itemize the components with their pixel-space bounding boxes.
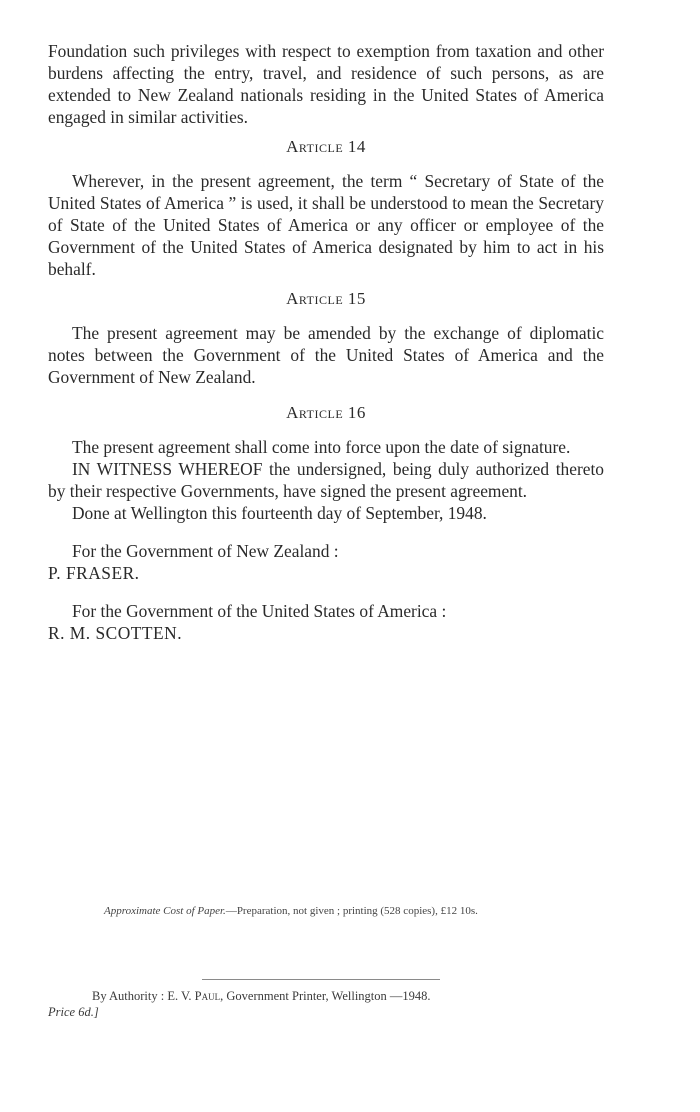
intro-paragraph: Foundation such privileges with respect to exemption from taxation and other burdens affecting the entry, travel, and residence of such persons, as are extended to New Zealand nationals residing in the United States of America engaged in similar activities. xyxy=(48,41,604,127)
authority-prefix: By Authority : xyxy=(92,989,165,1003)
authority-suffix: Government Printer, Wellington —1948. xyxy=(226,989,431,1003)
done-at-paragraph: Done at Wellington this fourteenth day of September, 1948. xyxy=(72,503,487,523)
footer-divider xyxy=(202,979,440,980)
nz-signature-name: P. FRASER. xyxy=(48,563,140,583)
nz-signature-label: For the Government of New Zealand : xyxy=(72,541,339,561)
authority-line xyxy=(92,988,612,1004)
article-14-heading: Article 14 xyxy=(286,137,366,156)
us-signature-label: For the Government of the United States of America : xyxy=(72,601,447,621)
article-15-paragraph: The present agreement may be amended by the exchange of diplomatic notes between the Government of the United States of America and the Government of New Zealand. xyxy=(48,323,604,387)
cost-text: —Preparation, not given ; printing (528 copies), £12 10s. xyxy=(225,905,478,917)
printer-name: E. V. Paul, xyxy=(167,989,224,1003)
cost-note xyxy=(104,904,604,918)
article-16-paragraph-1: The present agreement shall come into force upon the date of signature. xyxy=(72,437,571,457)
document-body xyxy=(48,40,604,644)
article-15-heading: Article 15 xyxy=(286,289,366,308)
cost-label: Approximate Cost of Paper. xyxy=(104,905,226,917)
us-signature-name: R. M. SCOTTEN. xyxy=(48,623,183,643)
article-14-paragraph: Wherever, in the present agreement, the term “ Secretary of State of the United States of America ” is used, it shall be understood to mean the Secretary of State of the United States of America or any officer or employee of the Government of the United States of America designated by him to act in his behalf. xyxy=(48,171,604,279)
in-witness-paragraph: IN WITNESS WHEREOF the undersigned, being duly authorized thereto by their respective Governments, have signed the present agreement. xyxy=(48,459,604,501)
article-16-heading: Article 16 xyxy=(286,403,366,422)
price-note: Price 6d.] xyxy=(48,1005,99,1019)
